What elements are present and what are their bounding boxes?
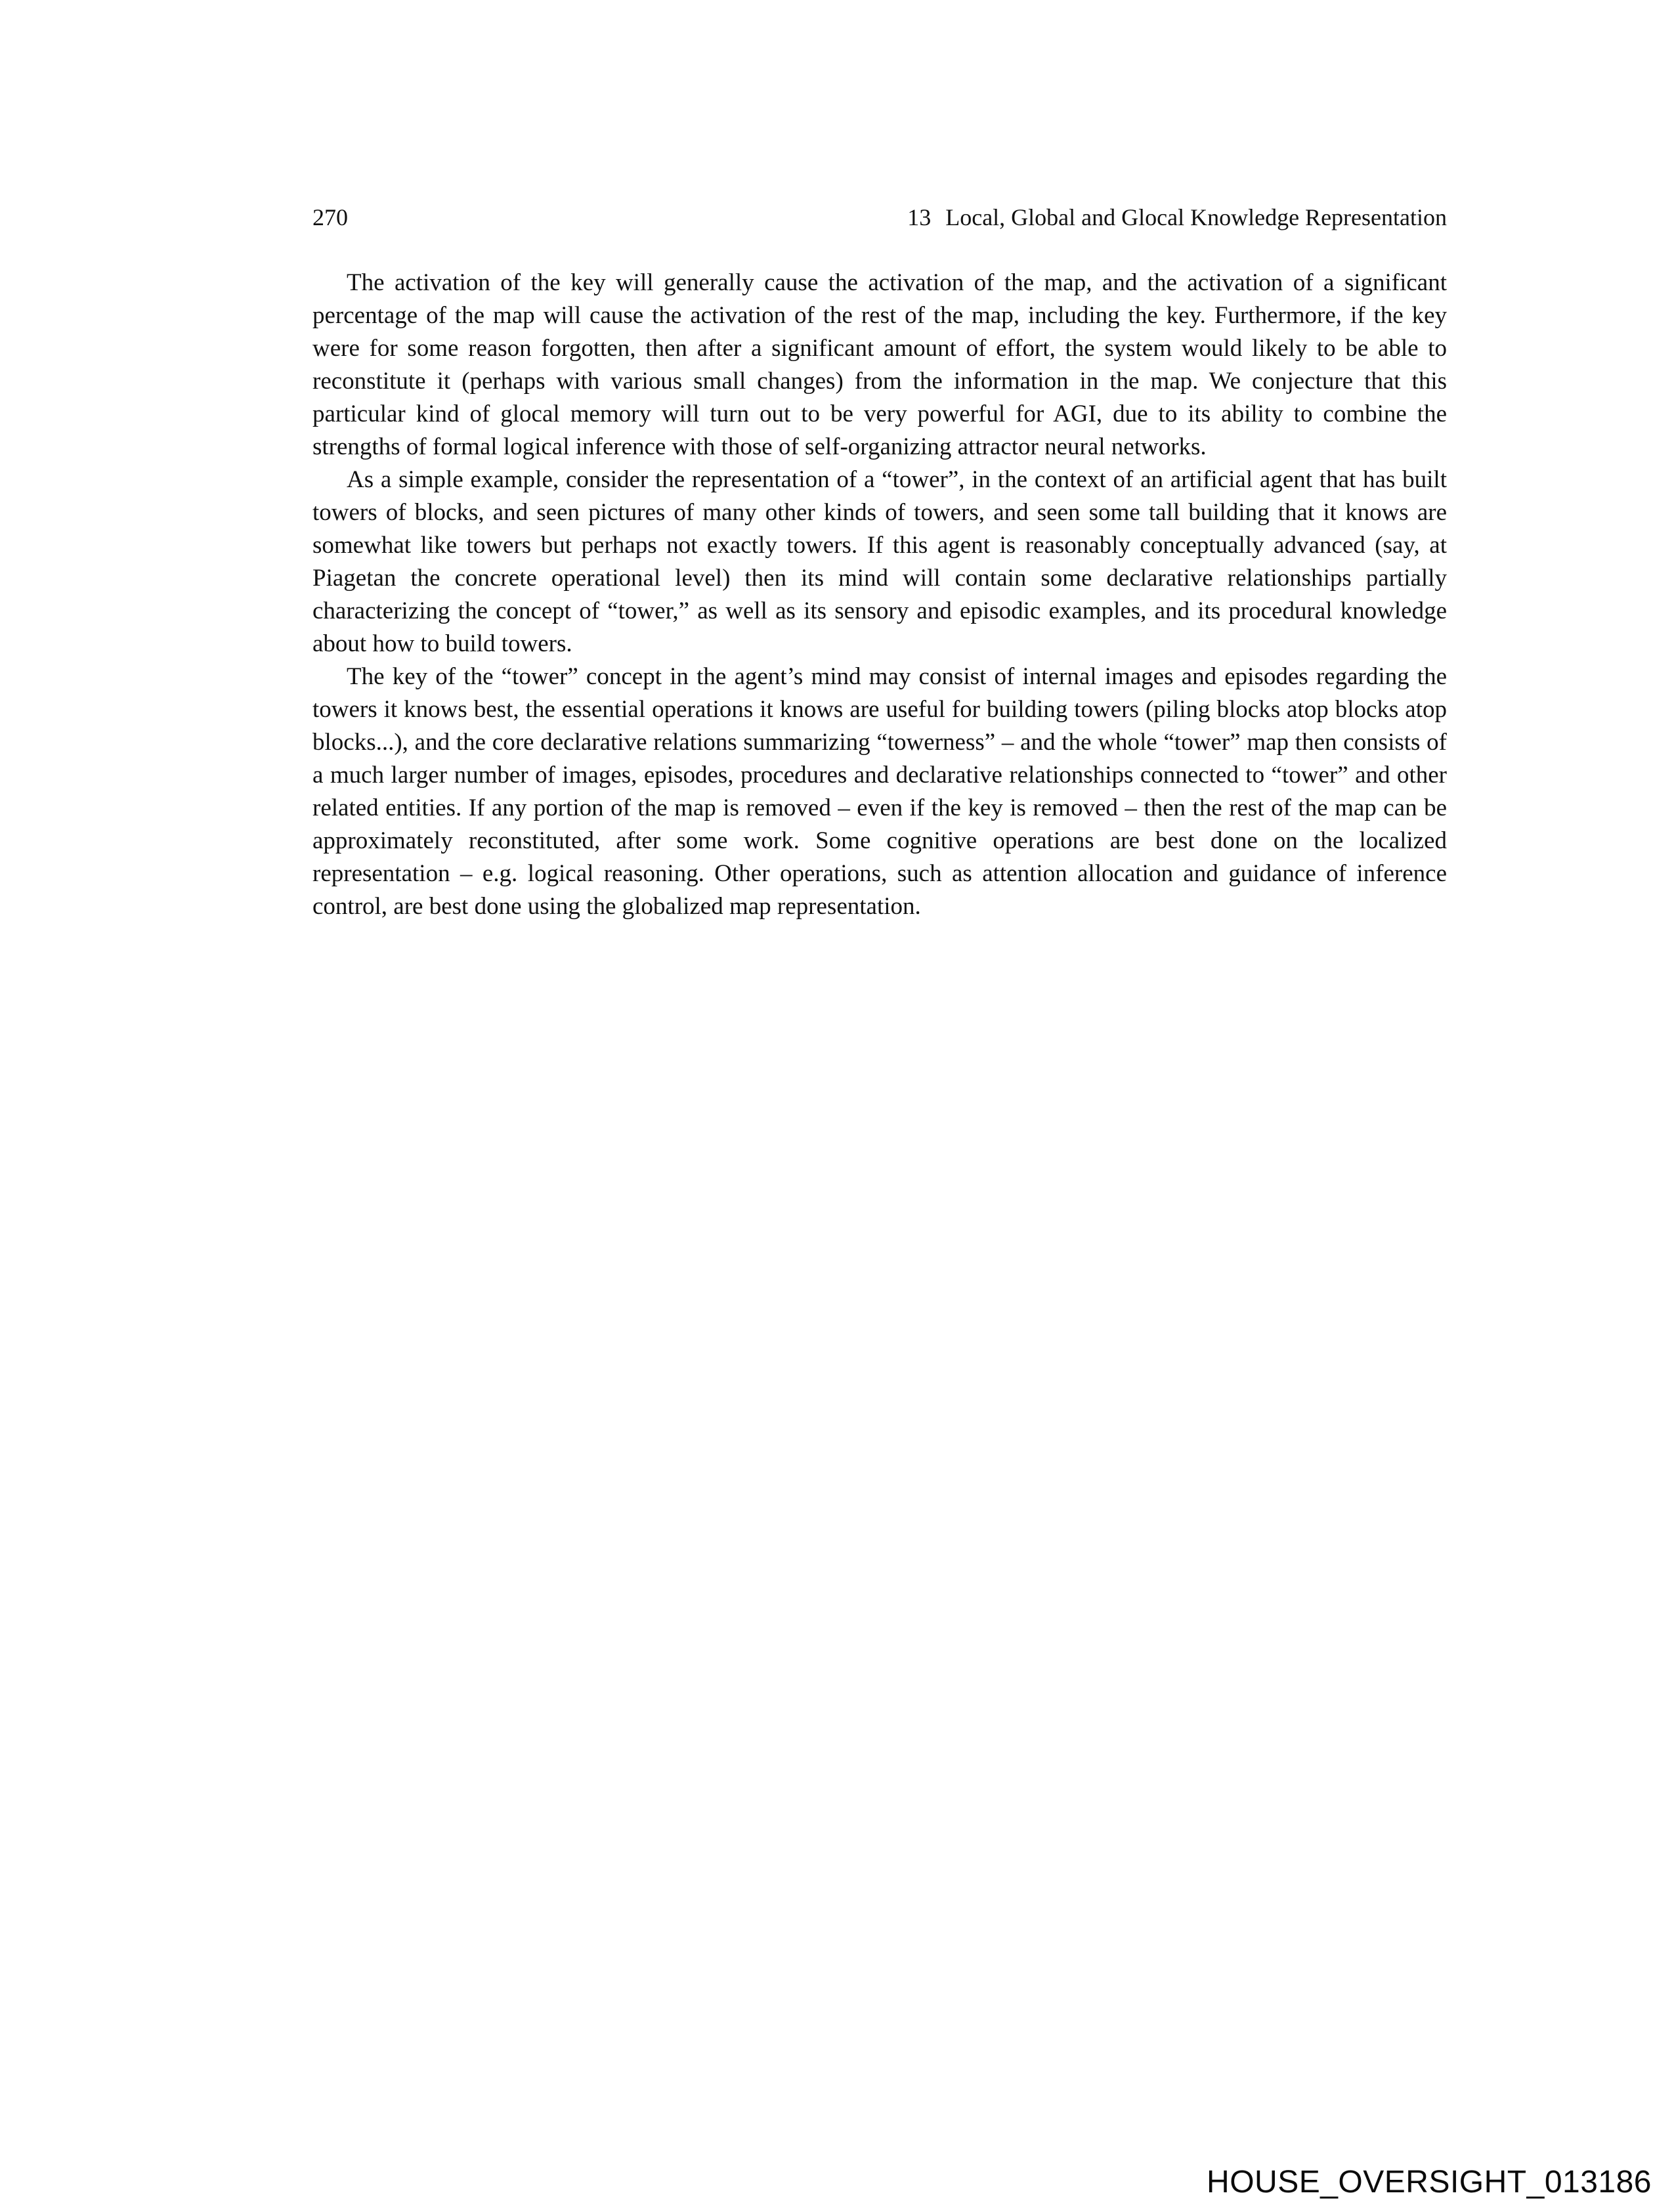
chapter-title: Local, Global and Glocal Knowledge Representation (945, 204, 1447, 230)
paragraph-1: The activation of the key will generally cause the activation of the map, and the activation of a significant percentage of the map will cause the activation of the rest of the map, including the key. Furthermore, if the key were for some reason forgotten, then after a significant amount of effort, the system would likely to be able to reconstitute it (perhaps with various small changes) from the information in the map. We conjecture that this particular kind of glocal memory will turn out to be very powerful for AGI, due to its ability to combine the strengths of formal logical inference with those of self-organizing attractor neural networks. (312, 269, 1447, 460)
paragraph-3: The key of the “tower” concept in the agent’s mind may consist of internal images and episodes regarding the towers it knows best, the essential operations it knows are useful for building towers (piling blocks atop blocks atop blocks...), and the core declarative relations summarizing “towerness” – and the whole “tower” map then consists of a much larger number of images, episodes, procedures and declarative relationships connected to “tower” and other related entities. If any portion of the map is removed – even if the key is removed – then the rest of the map can be approximately reconstituted, after some work. Some cognitive operations are best done on the localized representation – e.g. logical reasoning. Other operations, such as attention allocation and guidance of inference control, are best done using the globalized map representation. (312, 663, 1447, 920)
paragraph-2: As a simple example, consider the representation of a “tower”, in the context of an artificial agent that has built towers of blocks, and seen pictures of many other kinds of towers, and seen some tall building that it knows are somewhat like towers but perhaps not exactly towers. If this agent is reasonably conceptually advanced (say, at Piagetan the concrete operational level) then its mind will contain some declarative relationships partially characterizing the concept of “tower,” as well as its sensory and episodic examples, and its procedural knowledge about how to build towers. (312, 466, 1447, 657)
running-title (907, 205, 1447, 231)
running-head (312, 205, 1447, 231)
bates-number-watermark: HOUSE_OVERSIGHT_013186 (1207, 2165, 1652, 2200)
page-number: 270 (312, 204, 348, 230)
page-body (312, 267, 1447, 923)
chapter-number: 13 (907, 204, 932, 230)
